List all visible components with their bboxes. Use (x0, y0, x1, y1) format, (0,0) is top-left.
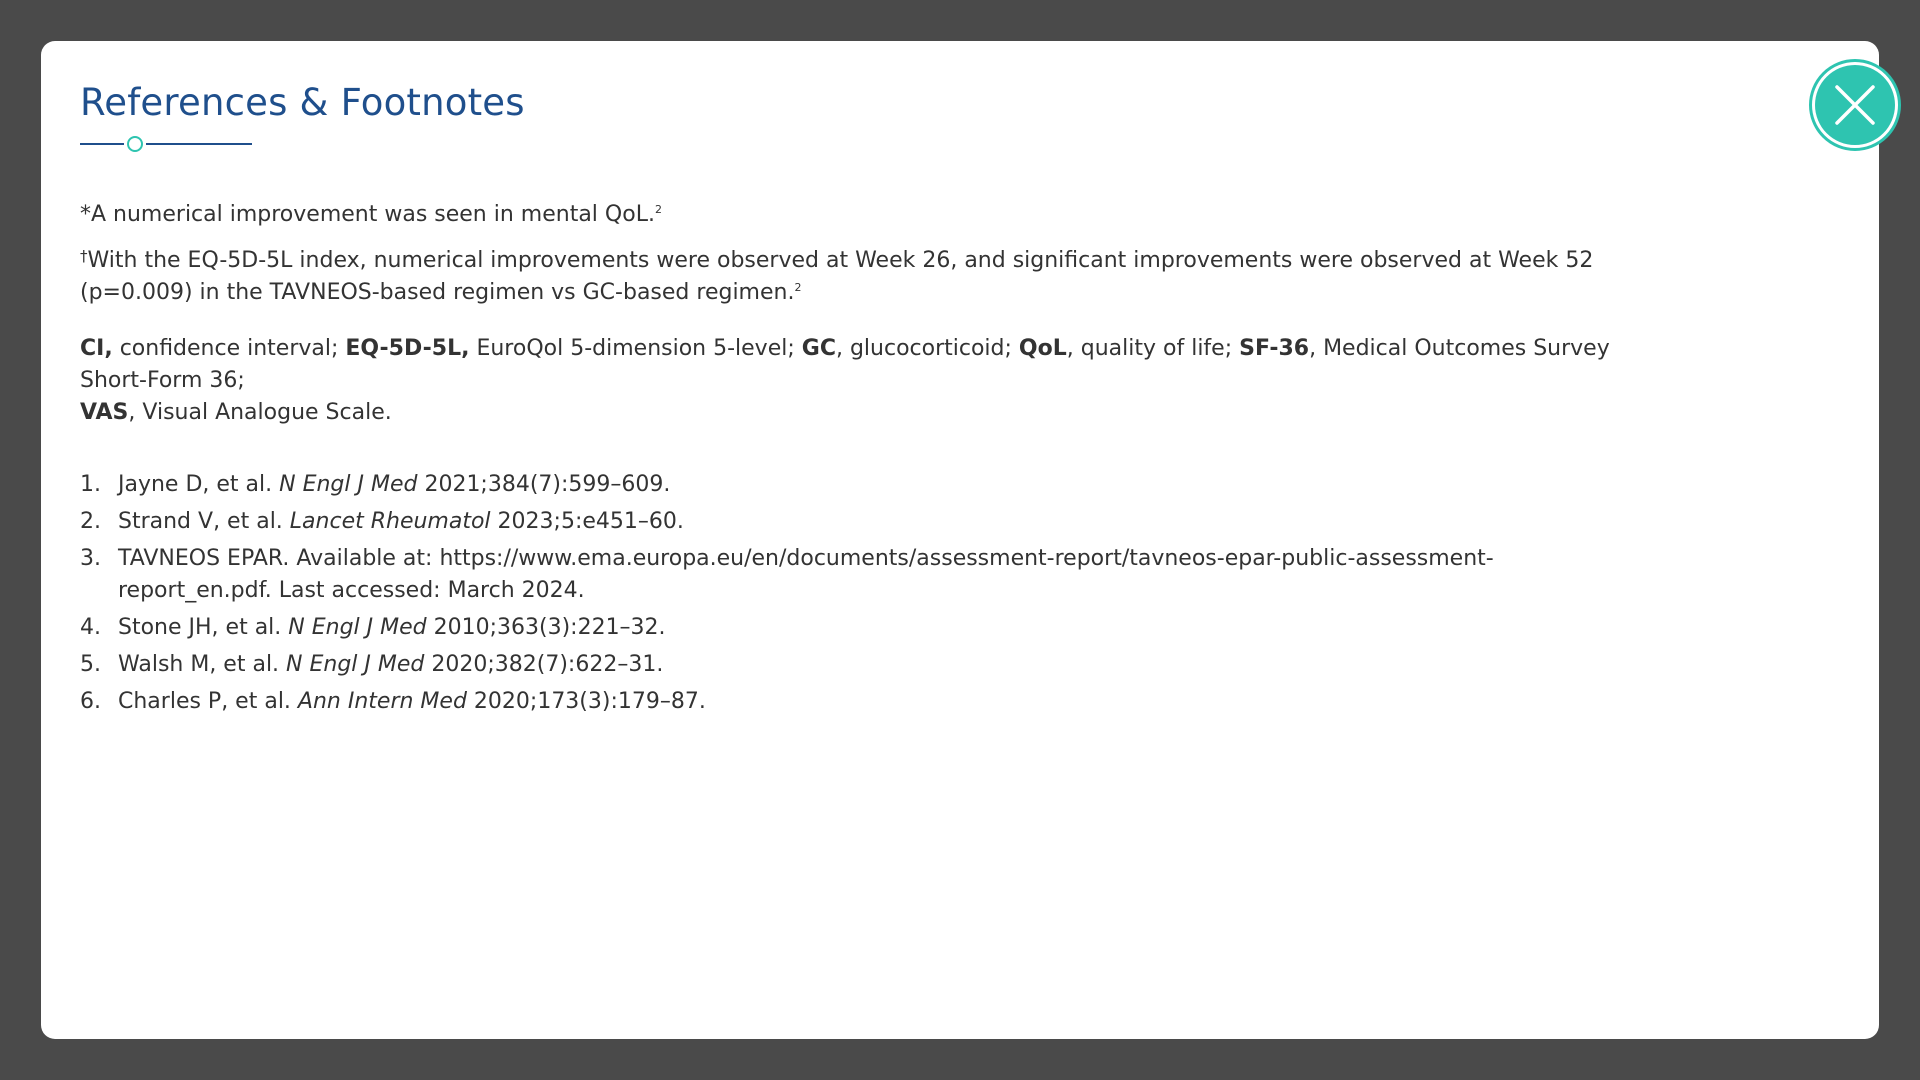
reference-number: 2. (80, 509, 101, 534)
reference-journal: N Engl J Med (288, 615, 427, 640)
reference-authors: Stone JH, et al. (118, 615, 289, 640)
footnote-1-ref: 2 (654, 203, 662, 216)
reference-number: 4. (80, 615, 101, 640)
reference-citation: 2021;384(7):599–609. (417, 472, 671, 497)
footnote-2-marker: † (80, 247, 88, 265)
abbr-term: VAS (80, 400, 129, 425)
footnote-1-text: *A numerical improvement was seen in mental QoL. (80, 202, 655, 227)
close-button[interactable] (1809, 59, 1901, 151)
reference-citation: 2010;363(3):221–32. (426, 615, 666, 640)
reference-item (80, 543, 1628, 607)
reference-journal: N Engl J Med (286, 652, 425, 677)
reference-list (80, 469, 1680, 718)
footnote-2-text: With the EQ-5D-5L index, numerical improvements were observed at Week 26, and significant improvements were observed at Week 52 (p=0.009) in the TAVNEOS-based regimen vs GC-based regimen. (80, 248, 1594, 305)
reference-item (80, 612, 1680, 644)
reference-item (80, 469, 1680, 501)
close-icon (1833, 83, 1877, 127)
reference-citation: 2020;382(7):622–31. (424, 652, 664, 677)
abbr-def: , quality of life; (1066, 336, 1240, 361)
reference-citation: 2023;5:e451–60. (490, 509, 684, 534)
footnote-2 (80, 245, 1680, 309)
abbr-def: , glucocorticoid; (835, 336, 1019, 361)
modal-title: References & Footnotes (80, 81, 525, 124)
footnote-2-ref: 2 (794, 281, 802, 294)
reference-item (80, 686, 1680, 718)
reference-number: 3. (80, 546, 101, 571)
abbr-def: , Visual Analogue Scale. (128, 400, 392, 425)
abbr-term: EQ-5D-5L, (345, 336, 470, 361)
abbr-def: confidence interval; (112, 336, 346, 361)
reference-authors: Walsh M, et al. (118, 652, 287, 677)
reference-number: 1. (80, 472, 101, 497)
abbreviations (80, 333, 1680, 429)
abbr-def: , Medical Outcomes Survey Short-Form 36; (80, 336, 1610, 393)
abbr-term: CI, (80, 336, 113, 361)
modal-content (80, 199, 1680, 723)
close-button-inner (1815, 65, 1895, 145)
reference-journal: Lancet Rheumatol (289, 509, 491, 534)
title-divider-icon (80, 136, 256, 152)
reference-item (80, 506, 1680, 538)
abbr-def: EuroQol 5-dimension 5-level; (469, 336, 802, 361)
reference-citation: 2020;173(3):179–87. (466, 689, 706, 714)
reference-number: 5. (80, 652, 101, 677)
reference-authors: Charles P, et al. (118, 689, 298, 714)
reference-number: 6. (80, 689, 101, 714)
references-modal (41, 41, 1879, 1039)
abbr-term: QoL (1018, 336, 1067, 361)
reference-journal: Ann Intern Med (297, 689, 467, 714)
reference-authors: TAVNEOS EPAR. Available at: https://www.ema.europa.eu/en/documents/assessment-report/tavneos-epar-public-assessment-report_en.pdf. Last accessed: March 2024. (118, 546, 1494, 603)
reference-item (80, 649, 1680, 681)
abbr-term: GC (801, 336, 836, 361)
footnote-1 (80, 199, 1680, 231)
abbr-term: SF-36 (1239, 336, 1310, 361)
reference-authors: Jayne D, et al. (118, 472, 280, 497)
reference-authors: Strand V, et al. (118, 509, 290, 534)
reference-journal: N Engl J Med (279, 472, 418, 497)
